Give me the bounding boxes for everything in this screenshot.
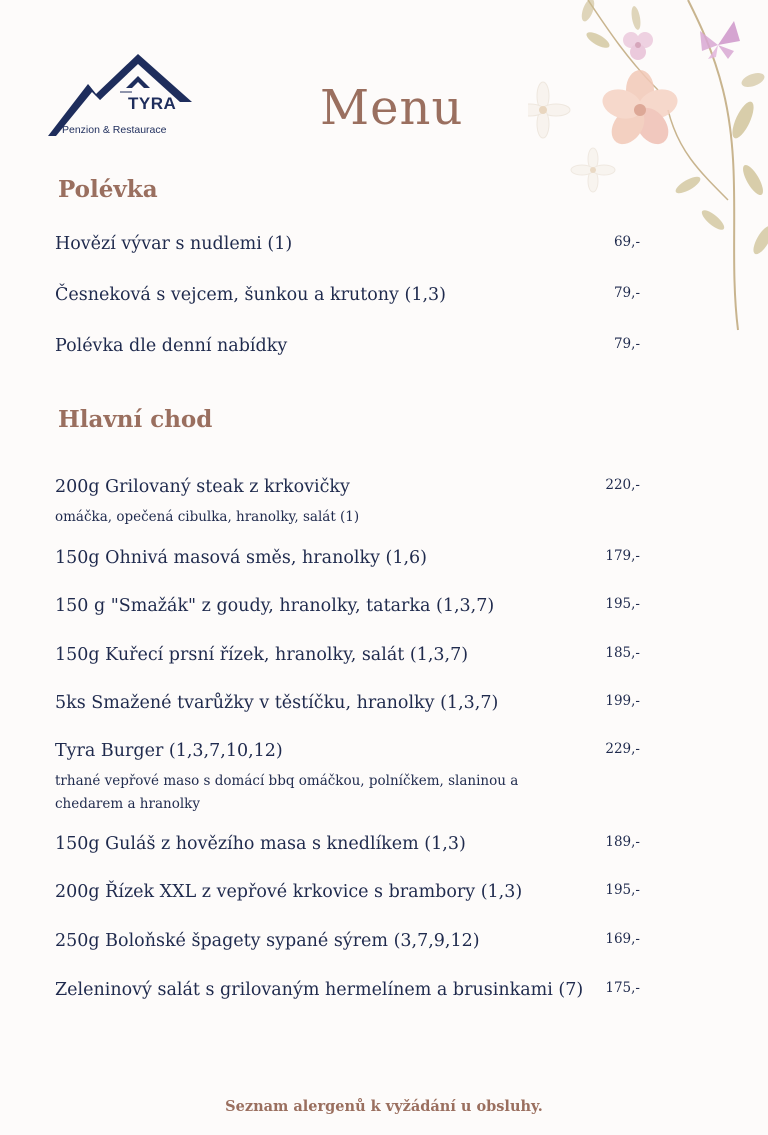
item-description: omáčka, opečená cibulka, hranolky, salát (1) [55, 509, 360, 525]
menu-item [55, 282, 640, 308]
item-price: 189,- [605, 834, 640, 850]
item-price: 179,- [605, 548, 640, 564]
logo-subtitle: Penzion & Restaurace [62, 124, 167, 136]
item-price: 169,- [605, 931, 640, 947]
item-name: 5ks Smažené tvarůžky v těstíčku, hranolky (1,3,7) [55, 693, 499, 713]
menu-item [55, 977, 640, 1003]
item-price: 79,- [613, 285, 640, 301]
item-price: 220,- [605, 477, 640, 493]
item-price: 199,- [605, 693, 640, 709]
item-price: 69,- [613, 234, 640, 250]
menu-item [55, 593, 640, 619]
item-name: Tyra Burger (1,3,7,10,12) [55, 741, 283, 761]
item-name: 150g Kuřecí prsní řízek, hranolky, salát (1,3,7) [55, 645, 469, 665]
menu-item [55, 333, 640, 359]
item-price: 185,- [605, 645, 640, 661]
item-name: 150g Ohnivá masová směs, hranolky (1,6) [55, 548, 428, 568]
menu-item [55, 474, 640, 529]
logo-name: TYRA [128, 94, 177, 113]
section-title-hlavni-chod: Hlavní chod [58, 406, 213, 433]
item-name: 250g Boloňské špagety sypané sýrem (3,7,9,12) [55, 931, 480, 951]
page-title: Menu [320, 80, 464, 136]
menu-item [55, 545, 640, 571]
item-name: Česneková s vejcem, šunkou a krutony (1,3) [55, 285, 446, 305]
section-title-polevka: Polévka [58, 176, 158, 203]
menu-item [55, 738, 640, 816]
item-price: 229,- [605, 741, 640, 757]
item-price: 79,- [613, 336, 640, 352]
item-name: 150 g "Smažák" z goudy, hranolky, tatarka (1,3,7) [55, 596, 495, 616]
menu-item [55, 831, 640, 857]
item-description: trhané vepřové maso s domácí bbq omáčkou, polníčkem, slaninou a chedarem a hranolky [55, 773, 519, 812]
item-name: 200g Grilovaný steak z krkovičky [55, 477, 350, 497]
menu-item [55, 690, 640, 716]
item-name: 150g Guláš z hovězího masa s knedlíkem (1,3) [55, 834, 466, 854]
menu-item [55, 231, 640, 257]
item-name: Hovězí vývar s nudlemi (1) [55, 234, 293, 254]
menu-item [55, 879, 640, 905]
menu-item [55, 928, 640, 954]
item-name: Zeleninový salát s grilovaným hermelínem a brusinkami (7) [55, 980, 584, 1000]
item-price: 195,- [605, 882, 640, 898]
logo [46, 48, 198, 140]
item-name: 200g Řízek XXL z vepřové krkovice s brambory (1,3) [55, 882, 523, 902]
menu-item [55, 642, 640, 668]
item-price: 175,- [605, 980, 640, 996]
item-name: Polévka dle denní nabídky [55, 336, 288, 356]
item-price: 195,- [605, 596, 640, 612]
allergen-note: Seznam alergenů k vyžádání u obsluhy. [225, 1098, 543, 1115]
